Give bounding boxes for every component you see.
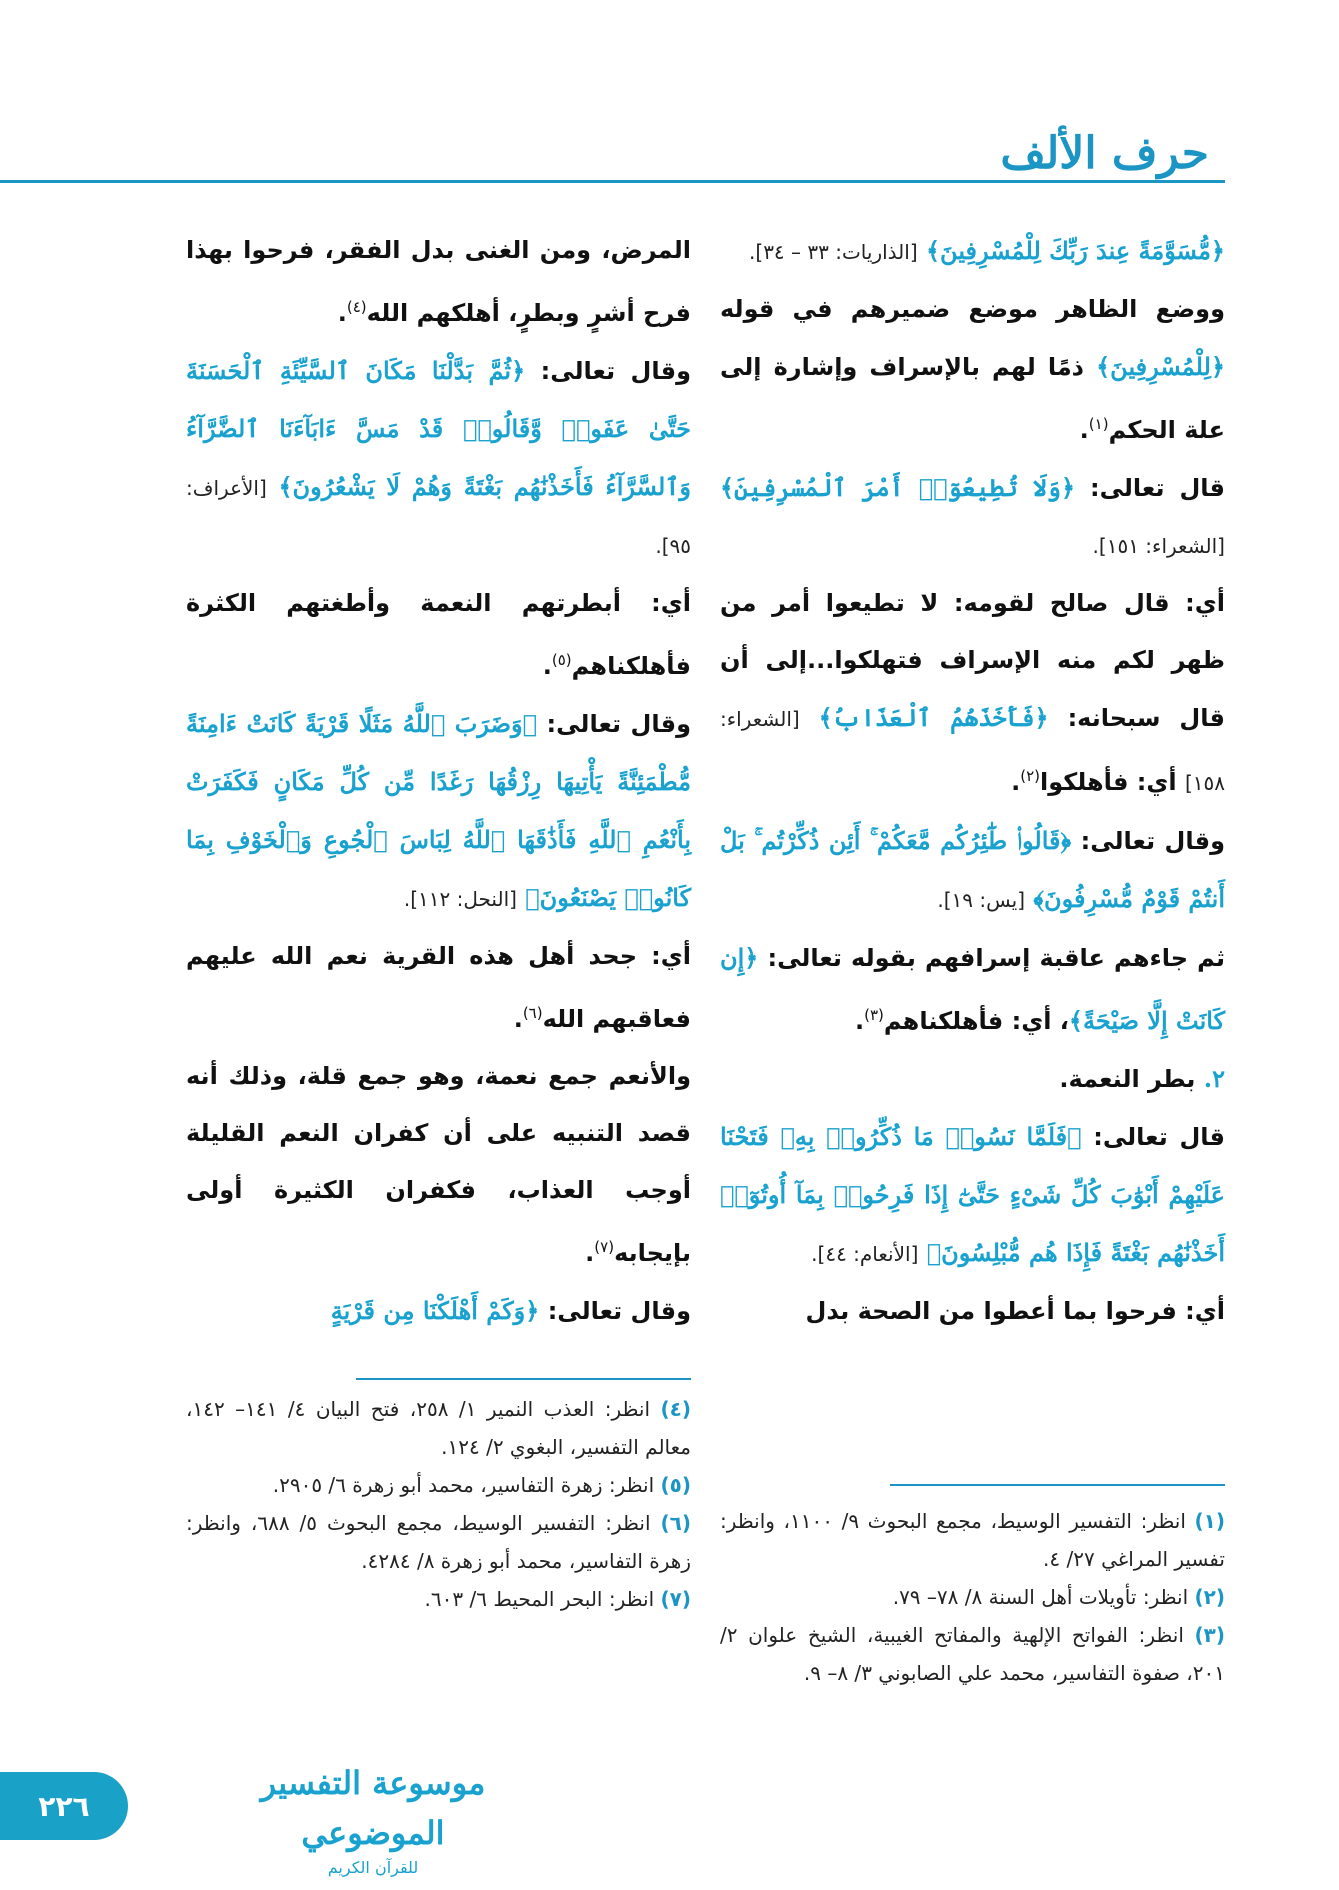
verse-reference: [الأعراف: ٩٥]. <box>186 476 691 558</box>
paragraph: والأنعم جمع نعمة، وهو جمع قلة، وذلك أنه قصد التنبيه على أن كفران النعم القليلة أوجب العذاب، فكفران الكثيرة أولى بإيجابه$^{(٧)}$. <box>186 1062 691 1267</box>
footnote-number: (٧) <box>660 1587 691 1611</box>
page-number-badge <box>0 1772 128 1840</box>
text: أي: فرحوا بما أعطوا من الصحة بدل <box>805 1297 1225 1325</box>
footnote-text: انظر: الفواتح الإلهية والمفاتح الغيبية، الشيخ علوان ٢/ ٢٠١، صفوة التفاسير، محمد علي الصابوني ٣/ ٨– ٩. <box>720 1623 1225 1685</box>
logo-subtitle: للقرآن الكريم <box>327 1858 419 1877</box>
text: أي: قال صالح لقومه: لا تطيعوا أمر من ظهر لكم منه الإسراف فتهلكوا...إلى أن قال سبحانه: <box>720 589 1225 732</box>
footnote-text: انظر: زهرة التفاسير، محمد أبو زهرة ٦/ ٢٩٠٥. <box>272 1473 655 1497</box>
verse-reference: [الشعراء: ١٥٨] <box>720 707 1225 795</box>
paragraph: ثم جاءهم عاقبة إسرافهم بقوله تعالى: ﴿إِن كَانَتْ إِلَّا صَيْحَةً﴾، أي: فأهلكناهم$^{(٣)}$. <box>720 943 1226 1035</box>
footnote <box>186 1466 691 1504</box>
page-number: ٢٢٦ <box>38 1789 90 1823</box>
text: والأنعم جمع نعمة، وهو جمع قلة، وذلك أنه قصد التنبيه على أن كفران النعم القليلة أوجب العذاب، فكفران الكثيرة أولى بإيجابه <box>186 1062 691 1267</box>
text: وقال تعالى: <box>547 1297 691 1325</box>
footnote-marker[interactable]: (٣) <box>864 1006 884 1024</box>
footnote-marker[interactable]: (٦) <box>522 1004 543 1022</box>
paragraph <box>186 342 691 575</box>
verse-reference: [يس: ١٩]. <box>937 888 1025 912</box>
footnote-text: انظر: التفسير الوسيط، مجمع البحوث ٥/ ٦٨٨، وانظر: زهرة التفاسير، محمد أبو زهرة ٨/ ٤٢٨٤. <box>186 1511 691 1573</box>
footnote-number: (٦) <box>660 1511 691 1535</box>
text: ثم جاءهم عاقبة إسرافهم بقوله تعالى: <box>767 944 1226 972</box>
text: وقال تعالى: <box>1080 827 1226 855</box>
left-column <box>186 222 691 1340</box>
text: ، أي: فأهلكناهم <box>883 1007 1069 1035</box>
quran-verse: ﴿فَلَمَّا نَسُوا۟ مَا ذُكِّرُوا۟ بِهِۦ فَتَحْنَا عَلَيْهِمْ أَبْوَٰبَ كُلِّ شَىْءٍ حَتَّىٰٓ إِذَا فَرِحُوا۟ بِمَآ أُوتُوٓا۟ أَخَذْنَٰهُم بَغْتَةً فَإِذَا هُم مُّبْلِسُونَ﴾ <box>720 1122 1225 1267</box>
quran-verse: ﴿ثُمَّ بَدَّلْنَا مَكَانَ ٱلسَّيِّئَةِ ٱلْحَسَنَةَ حَتَّىٰ عَفَوا۟ وَّقَالُوا۟ قَدْ مَسَّ ءَابَآءَنَا ٱلضَّرَّآءُ وَٱلسَّرَّآءُ فَأَخَذْنَٰهُم بَغْتَةً وَهُمْ لَا يَشْعُرُونَ﴾ <box>186 356 691 501</box>
footnote <box>186 1390 691 1466</box>
text: أي: جحد أهل هذه القرية نعم الله عليهم فعاقبهم الله <box>186 942 691 1033</box>
footnote-rule <box>890 1484 1225 1486</box>
quran-verse: ﴿إِن كَانَتْ إِلَّا صَيْحَةً﴾ <box>720 943 1225 1035</box>
footnote <box>720 1616 1225 1692</box>
footnote-marker[interactable]: (٥) <box>551 651 572 669</box>
paragraph <box>720 1283 1225 1340</box>
paragraph <box>186 1282 691 1340</box>
footnote <box>186 1580 691 1618</box>
footnote-text: انظر: تأويلات أهل السنة ٨/ ٧٨– ٧٩. <box>892 1585 1189 1609</box>
quran-verse: ﴿فَأَخَذَهُمُ ٱلْعَذَابُ﴾ <box>818 703 1049 732</box>
verse-reference: [الشعراء: ١٥١]. <box>1092 534 1225 558</box>
paragraph: أي: جحد أهل هذه القرية نعم الله عليهم فعاقبهم الله$^{(٦)}$. <box>186 942 691 1033</box>
footnote-number: (١) <box>1194 1509 1225 1533</box>
footnote-number: (٣) <box>1194 1623 1225 1647</box>
footnote-marker[interactable]: (٧) <box>594 1238 615 1256</box>
text: أي: فأهلكوا <box>1040 768 1177 796</box>
footnote-marker[interactable]: (٢) <box>1020 767 1041 785</box>
paragraph <box>720 812 1225 929</box>
paragraph <box>720 459 1225 575</box>
logo-title: موسوعة التفسير الموضوعي <box>260 1764 486 1852</box>
text: قال تعالى: <box>1090 474 1225 502</box>
text: ذمًا لهم بالإسراف وإشارة إلى علة الحكم <box>720 353 1225 444</box>
footnotes-left <box>186 1390 691 1618</box>
verse-reference: [الذاريات: ٣٣ – ٣٤]. <box>749 240 918 264</box>
footnote-marker[interactable]: (٤) <box>346 298 367 316</box>
quran-verse: ﴿مُّسَوَّمَةً عِندَ رَبِّكَ لِلْمُسْرِفِينَ﴾ <box>925 236 1225 265</box>
heading-text: بطر النعمة. <box>1059 1065 1196 1093</box>
text: المرض، ومن الغنى بدل الفقر، فرحوا بهذا فرح أشرٍ وبطرٍ، أهلكهم الله <box>186 236 691 327</box>
heading-number: ٢. <box>1203 1064 1225 1093</box>
footnote-marker[interactable]: (١) <box>1088 415 1109 433</box>
paragraph <box>186 695 691 928</box>
paragraph: أي: أبطرتهم النعمة وأطغتهم الكثرة فأهلكناهم$^{(٥)}$. <box>186 589 691 680</box>
footnote-rule <box>356 1378 691 1380</box>
footnote <box>720 1502 1225 1578</box>
paragraph <box>720 222 1225 281</box>
footnote-number: (٢) <box>1194 1585 1225 1609</box>
text: وقال تعالى: <box>546 710 692 738</box>
text: وقال تعالى: <box>540 357 691 385</box>
footnote-text: انظر: البحر المحيط ٦/ ٦٠٣. <box>424 1587 655 1611</box>
verse-reference: [النحل: ١١٢]. <box>403 887 517 911</box>
text: قال تعالى: <box>1093 1123 1225 1151</box>
footnote-number: (٥) <box>660 1473 691 1497</box>
footnotes-right <box>720 1502 1225 1692</box>
quran-verse: ﴿وَكَمْ أَهْلَكْنَا مِن قَرْيَةٍ <box>330 1296 540 1325</box>
footnote <box>186 1504 691 1580</box>
right-column <box>720 222 1225 1340</box>
footnote-text: انظر: التفسير الوسيط، مجمع البحوث ٩/ ١١٠٠، وانظر: تفسير المراغي ٢٧/ ٤. <box>720 1509 1225 1571</box>
page-header-title: حرف الألف <box>1000 128 1209 179</box>
paragraph <box>720 1108 1225 1283</box>
encyclopedia-logo <box>228 1758 518 1877</box>
quran-verse: ﴿لِلْمُسْرِفِينَ﴾ <box>1096 352 1226 381</box>
text: ووضع الظاهر موضع ضميرهم في قوله <box>720 295 1225 323</box>
footnote-text: انظر: العذب النمير ١/ ٢٥٨، فتح البيان ٤/ ١٤١– ١٤٢، معالم التفسير، البغوي ٢/ ١٢٤. <box>186 1397 691 1459</box>
footnote <box>720 1578 1225 1616</box>
paragraph: المرض، ومن الغنى بدل الفقر، فرحوا بهذا فرح أشرٍ وبطرٍ، أهلكهم الله$^{(٤)}$. <box>186 236 691 327</box>
footnote-number: (٤) <box>660 1397 691 1421</box>
quran-verse: ﴿وَضَرَبَ ٱللَّهُ مَثَلًا قَرْيَةً كَانَتْ ءَامِنَةً مُّطْمَئِنَّةً يَأْتِيهَا رِزْقُهَا رَغَدًا مِّن كُلِّ مَكَانٍ فَكَفَرَتْ بِأَنْعُمِ ٱللَّهِ فَأَذَٰقَهَا ٱللَّهُ لِبَاسَ ٱلْجُوعِ وَٱلْخَوْفِ بِمَا كَانُوا۟ يَصْنَعُونَ﴾ <box>186 709 691 912</box>
quran-verse: ﴿قَالُوا۟ طَٰٓئِرُكُم مَّعَكُمْ ۚ أَئِن ذُكِّرْتُم ۚ بَلْ أَنتُمْ قَوْمٌ مُّسْرِفُونَ﴾ <box>720 826 1225 913</box>
paragraph: ووضع الظاهر موضع ضميرهم في قوله ﴿لِلْمُسْرِفِينَ﴾ ذمًا لهم بالإسراف وإشارة إلى علة الحكم$^{(١)}$. <box>720 295 1226 444</box>
section-heading <box>720 1050 1225 1108</box>
header-rule <box>0 180 1225 183</box>
text: أي: أبطرتهم النعمة وأطغتهم الكثرة فأهلكناهم <box>186 589 691 680</box>
verse-reference: [الأنعام: ٤٤]. <box>811 1242 919 1266</box>
paragraph: أي: قال صالح لقومه: لا تطيعوا أمر من ظهر لكم منه الإسراف فتهلكوا...إلى أن قال سبحانه: ﴿فَأَخَذَهُمُ ٱلْعَذَابُ﴾ [الشعراء: ١٥٨] أي: فأهلكوا$^{(٢)}$. <box>720 589 1225 796</box>
quran-verse: ﴿وَلَا تُطِيعُوٓا۟ أَمْرَ ٱلْمُسْرِفِينَ﴾ <box>720 473 1076 502</box>
